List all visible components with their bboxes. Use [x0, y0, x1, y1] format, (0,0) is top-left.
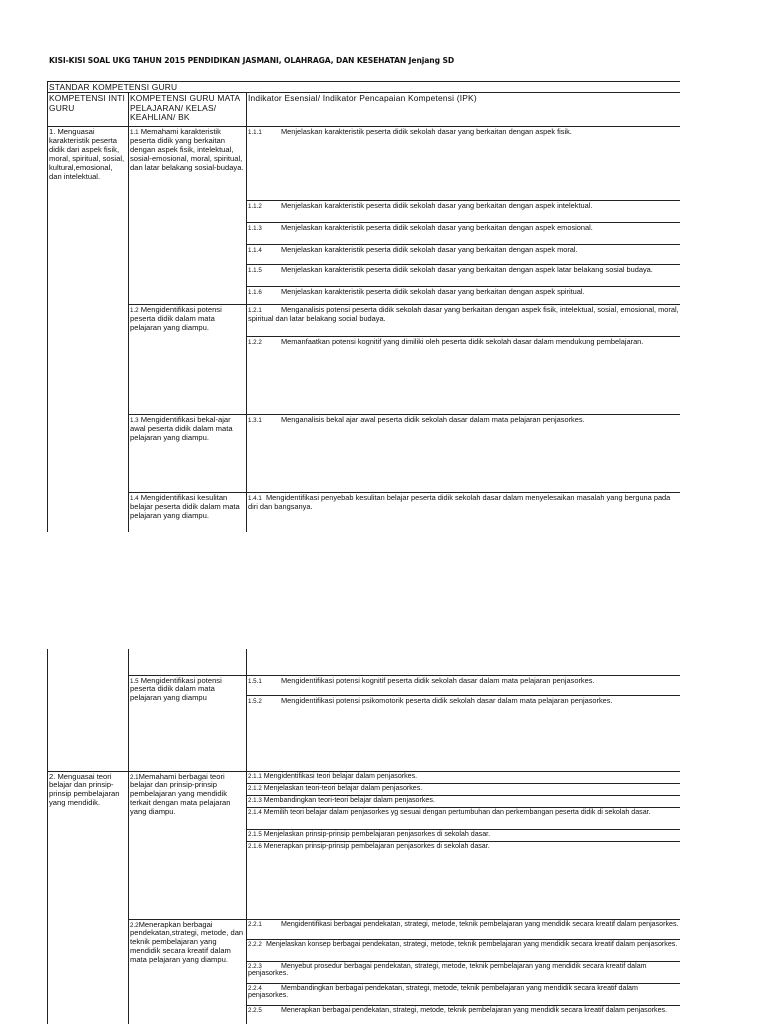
indicator-number: 1.3.1 [248, 417, 262, 425]
indicator-1-1-5 [247, 265, 681, 287]
competency-text: Memahami karakteristik peserta didik yang berkaitan dengan aspek fisik, intelektual, sosial-emosional, moral, spiritual, dan latar belakang sosial-budaya. [130, 127, 244, 172]
indicator-number: 2.2.5 [248, 1006, 262, 1014]
indicator-number: 1.1.4 [248, 247, 262, 255]
indicator-1-3-1 [247, 415, 681, 493]
indicator-text: Menjelaskan karakteristik peserta didik sekolah dasar yang berkaitan dengan aspek emosional. [281, 223, 593, 233]
core-competency-1: 1. Menguasai karakteristik peserta didik dari aspek fisik, moral, spiritual, sosial, kultural,emosional, dan intelektual. [48, 127, 129, 532]
competency-number: 1.3 [130, 417, 139, 425]
core-competency-1-continued [48, 649, 129, 771]
indicator-text: Menjelaskan teori-teori belajar dalam penjasorkes. [263, 783, 423, 792]
indicator-number: 1.1.6 [248, 289, 262, 297]
competency-1-2 [129, 305, 247, 415]
competency-number: 1.4 [130, 495, 139, 503]
indicator-2-1-1 [247, 771, 681, 783]
subject-competency-header: KOMPETENSI GURU MATA PELAJARAN/ KELAS/ KEAHLIAN/ BK [129, 93, 247, 127]
indicator-text: Membandingkan teori-teori belajar dalam penjasorkes. [263, 795, 435, 804]
competency-table-page-1 [47, 81, 680, 532]
indicator-number: 2.2.1 [248, 920, 262, 928]
indicator-number: 1.1.1 [248, 129, 262, 137]
indicator-number: 2.1.5 [248, 830, 262, 838]
indicator-number: 1.1.3 [248, 225, 262, 233]
indicator-text: Membandingkan berbagai pendekatan, strategi, metode, teknik pembelajaran yang mendidik secara kreatif dalam penjasorkes. [248, 983, 638, 1000]
competency-2-1 [129, 771, 247, 919]
competency-text: Mengidentifikasi potensi peserta didik dalam mata pelajaran yang diampu [130, 675, 222, 703]
indicator-text: Mengidentifikasi potensi psikomotorik peserta didik sekolah dasar dalam mata pelajaran penjasorkes. [281, 695, 613, 705]
indicator-number: 1.2.1 [248, 307, 262, 315]
indicator-text: Menjelaskan karakteristik peserta didik sekolah dasar yang berkaitan dengan aspek fisik. [281, 127, 572, 137]
indicator-text: Menganalisis potensi peserta didik sekolah dasar yang berkaitan dengan aspek fisik, intelektual, sosial, emosional, moral, spiritual dan latar belakang social budaya. [248, 305, 679, 324]
indicator-1-1-6 [247, 287, 681, 305]
indicator-2-1-6 [247, 841, 681, 919]
indicator-number: 2.1.3 [248, 796, 262, 804]
competency-number: 2.2 [130, 921, 139, 929]
indicator-1-2-1 [247, 305, 681, 337]
indicator-2-2-2 [247, 939, 681, 961]
indicator-1-4-1 [247, 493, 681, 532]
indicator-text: Menerapkan berbagai pendekatan, strategi, metode, teknik pembelajaran yang mendidik secara kreatif dalam penjasorkes. [281, 1005, 668, 1014]
indicator-2-2-1 [247, 919, 681, 939]
indicator-text: Menjelaskan karakteristik peserta didik sekolah dasar yang berkaitan dengan aspek intelektual. [281, 201, 593, 211]
competency-number: 1.5 [130, 677, 139, 685]
indicator-text: Menjelaskan prinsip-prinsip pembelajaran penjasorkes di sekolah dasar. [263, 829, 491, 838]
standard-header: STANDAR KOMPETENSI GURU [48, 82, 681, 93]
indicator-text: Menganalisis bekal ajar awal peserta didik sekolah dasar dalam mata pelajaran penjasorkes. [281, 415, 585, 425]
indicator-number: 1.5.2 [248, 697, 262, 705]
indicator-number: 2.2.3 [248, 962, 262, 970]
competency-number: 2.1 [130, 773, 139, 781]
indicator-1-1-4 [247, 245, 681, 265]
competency-text: Mengidentifikasi kesulitan belajar peserta didik dalam mata pelajaran yang diampu. [130, 493, 240, 521]
indicator-text: Menjelaskan konsep berbagai pendekatan, strategi, metode, teknik pembelajaran yang mendidik secara kreatif dalam penjasorkes. [266, 939, 678, 948]
indicator-1-2-2 [247, 337, 681, 415]
indicator-2-1-4 [247, 807, 681, 829]
indicator-text: Mengidentifikasi potensi kognitif peserta didik sekolah dasar dalam mata pelajaran penjasorkes. [281, 675, 595, 685]
indicator-2-1-5 [247, 829, 681, 841]
indicator-number: 2.2.4 [248, 984, 262, 992]
competency-text: Mengidentifikasi potensi peserta didik dalam mata pelajaran yang diampu. [130, 305, 222, 333]
competency-text: Mengidentifikasi bekal-ajar awal peserta didik dalam mata pelajaran yang diampu. [130, 415, 233, 443]
indicator-2-2-4 [247, 983, 681, 1005]
indicator-text: Menerapkan prinsip-prinsip pembelajaran penjasorkes di sekolah dasar. [263, 841, 490, 850]
indicator-number: 2.1.6 [248, 842, 262, 850]
indicator-header: Indikator Esensial/ Indikator Pencapaian Kompetensi (IPK) [247, 93, 681, 127]
indicator-text: Mengidentifikasi penyebab kesulitan belajar peserta didik sekolah dasar dalam menyelesaikan masalah yang berguna pada diri dan bangsanya. [248, 493, 671, 512]
competency-1-1 [129, 127, 247, 305]
core-competency-header: KOMPETENSI INTI GURU [48, 93, 129, 127]
document-title: KISI-KISI SOAL UKG TAHUN 2015 PENDIDIKAN JASMANI, OLAHRAGA, DAN KESEHATAN Jenjang SD [49, 56, 455, 65]
indicator-text: Memanfaatkan potensi kognitif yang dimiliki oleh peserta didik sekolah dasar dalam mendukung pembelajaran. [281, 337, 644, 347]
competency-table-page-2-body [47, 649, 680, 1024]
indicator-1-1-3 [247, 223, 681, 245]
indicator-1-5-2 [247, 695, 681, 771]
competency-2-2 [129, 919, 247, 1024]
indicator-1-1-2 [247, 201, 681, 223]
competency-text: Memahami berbagai teori belajar dan prinsip-prinsip pembelajaran yang mendidik terkait dengan mata pelajaran yang diampu. [130, 771, 231, 816]
indicator-text: Mengidentifikasi berbagai pendekatan, strategi, metode, teknik pembelajaran yang mendidik secara kreatif dalam penjasorkes. [281, 919, 679, 928]
indicator-number: 1.1.5 [248, 267, 262, 275]
indicator-number: 1.1.2 [248, 203, 262, 211]
competency-number: 1.1 [130, 129, 139, 137]
indicator-number: 2.2.2 [248, 940, 262, 948]
competency-1-5 [129, 675, 247, 771]
indicator-text: Memilih teori belajar dalam penjasorkes yg sesuai dengan pertumbuhan dan perkembangan peserta didik di sekolah dasar. [263, 807, 651, 816]
indicator-number: 2.1.2 [248, 784, 262, 792]
indicator-number: 1.2.2 [248, 339, 262, 347]
indicator-number: 2.1.4 [248, 808, 262, 816]
indicator-1-5-1 [247, 675, 681, 695]
competency-cell-continued [129, 649, 247, 675]
indicator-text: Menyebut prosedur berbagai pendekatan, strategi, metode, teknik pembelajaran yang mendidik secara kreatif dalam penjasorkes. [248, 961, 647, 978]
indicator-2-2-3 [247, 961, 681, 983]
competency-number: 1.2 [130, 307, 139, 315]
competency-1-4 [129, 493, 247, 532]
competency-text: Menerapkan berbagai pendekatan,strategi, metode, dan teknik pembelajaran yang mendidik secara kreatif dalam mata pelajaran yang diampu. [130, 919, 244, 964]
indicator-text: Menjelaskan karakteristik peserta didik sekolah dasar yang berkaitan dengan aspek moral. [281, 245, 578, 255]
indicator-text: Menjelaskan karakteristik peserta didik sekolah dasar yang berkaitan dengan aspek latar belakang sosial budaya. [281, 265, 653, 275]
indicator-cell-continued [247, 649, 681, 675]
indicator-2-1-3 [247, 795, 681, 807]
indicator-2-1-2 [247, 783, 681, 795]
core-competency-2: 2. Menguasai teori belajar dan prinsip-prinsip pembelajaran yang mendidik. [48, 771, 129, 1024]
indicator-number: 2.1.1 [248, 772, 262, 780]
competency-1-3 [129, 415, 247, 493]
indicator-number: 1.4.1 [248, 495, 262, 503]
indicator-text: Mengidentifikasi teori belajar dalam penjasorkes. [263, 771, 418, 780]
indicator-2-2-5 [247, 1005, 681, 1024]
indicator-number: 1.5.1 [248, 677, 262, 685]
indicator-1-1-1 [247, 127, 681, 201]
indicator-text: Menjelaskan karakteristik peserta didik sekolah dasar yang berkaitan dengan aspek spiritual. [281, 287, 585, 297]
